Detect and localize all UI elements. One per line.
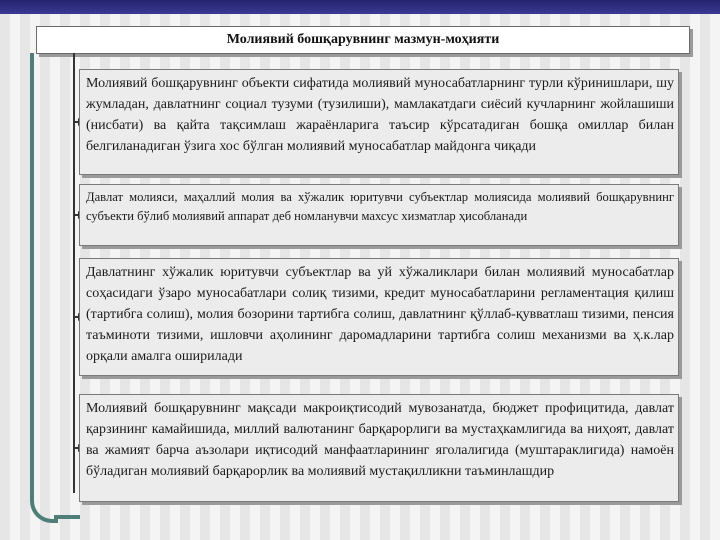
content-text: Молиявий бошқарувнинг мақсади макроиқтисодий мувозанатда, бюджет профицитида, давлат қарзининг камайишида, миллий валютанинг барқарорлиги ва мустаҳкамлигида ва ниҳоят, давлат ва жамият барча аъзолари иқтисодий манфаатларининг яголалигида (муштараклигида) намоён бўладиган молиявий барқарорлик ва молиявий мустақилликни таъминлашдир: [86, 401, 674, 479]
content-box-relations: [79, 258, 679, 376]
content-text: Давлатнинг хўжалик юритувчи субъектлар ва уй хўжаликлари билан молиявий муносабатлар соҳасидаги ўзаро муносабатлари солиқ тизими, кредит муносабатларини регламентация қилиш (тартибга солиш), молия бозорини тартибга солиш, давлатнинг қўллаб-қувватлаш тизими, пенсия таъминоти тизими, ишловчи аҳолининг даромадларини тартибга солиш механизми ва ҳ.к.лар орқали амалга оширилади: [86, 265, 674, 364]
content-box-subject: [79, 184, 679, 246]
slide-title: [36, 26, 690, 54]
content-box-object: [79, 69, 679, 175]
content-text: Давлат молияси, маҳаллий молия ва хўжалик юритувчи субъектлар молиясида молиявий бошқарувнинг субъекти бўлиб молиявий аппарат деб номланувчи махсус хизматлар ҳисобланади: [86, 190, 674, 223]
bracket-foot: [54, 515, 80, 519]
bracket-decoration: [30, 53, 58, 523]
slide-title-text: Молиявий бошқарувнинг мазмун-моҳияти: [226, 32, 500, 47]
connector-line: [73, 53, 75, 493]
content-text: Молиявий бошқарувнинг объекти сифатида молиявий муносабатларнинг турли кўринишлари, шу жумладан, давлатнинг социал тузуми (тузилиши), мамлакатдаги сиёсий кучларнинг жойлашиши (нисбати) ва қайта тақсимлаш жараёнларига таъсир кўрсатадиган бошқа омиллар билан белгиланадиган ўзига хос бўлган молиявий муносабатлар майдонга чиқади: [86, 76, 674, 154]
top-banner: [0, 0, 720, 14]
content-box-goal: [79, 394, 679, 502]
